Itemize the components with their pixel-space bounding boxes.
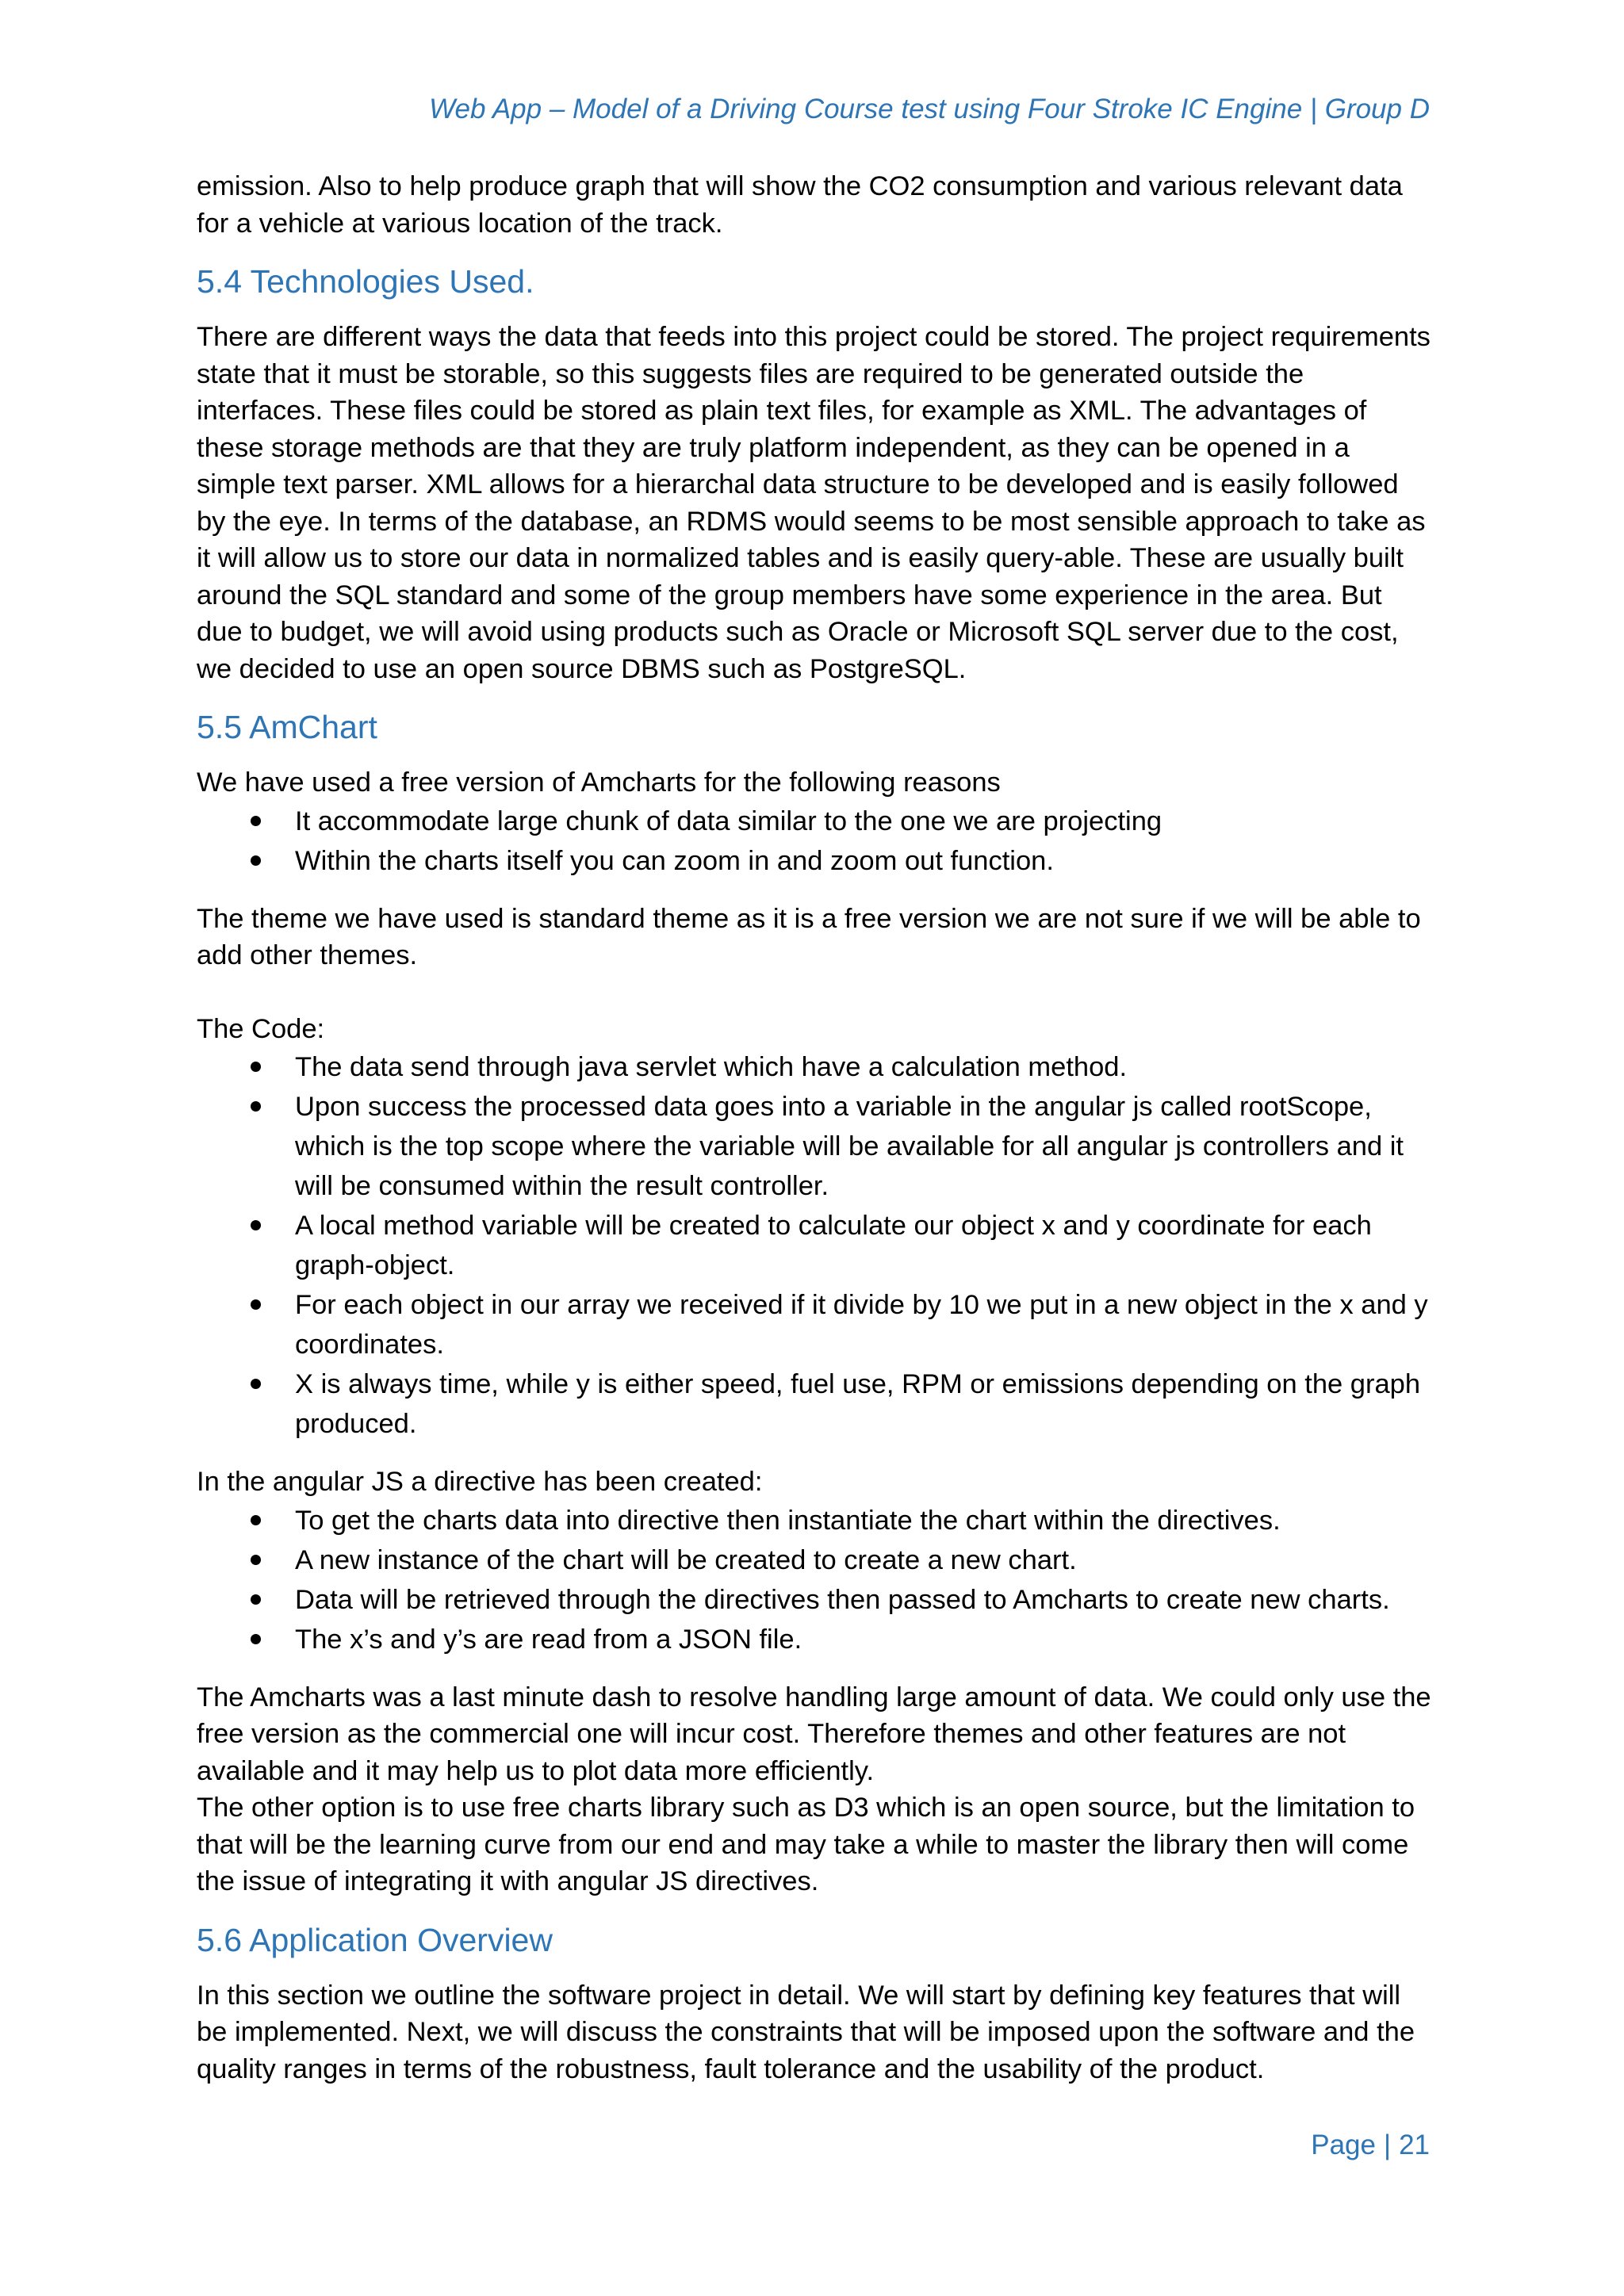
amcharts-closing-paragraph-2: The other option is to use free charts library such as D3 which is an open source, but the limitation to that will be the learning curve from our end and may take a while to master the library then will come the issue of integrating it with angular JS directives. (197, 1793, 1415, 1896)
code-intro: The Code: (197, 1013, 325, 1044)
list-item: A local method variable will be created to calculate our object x and y coordinate for each graph-object. (197, 1206, 1434, 1285)
list-item: The x’s and y’s are read from a JSON file. (197, 1620, 1434, 1659)
amchart-reasons-list (197, 802, 1434, 881)
list-item: X is always time, while y is either speed, fuel use, RPM or emissions depending on the graph produced. (197, 1364, 1434, 1444)
code-list (197, 1047, 1434, 1444)
application-overview-paragraph: In this section we outline the software project in detail. We will start by defining key features that will be implemented. Next, we will discuss the constraints that will be imposed upon the software and the quality ranges in terms of the robustness, fault tolerance and the usability of the product. (197, 1980, 1415, 2084)
list-item: Data will be retrieved through the directives then passed to Amcharts to create new charts. (197, 1580, 1434, 1620)
list-item: The data send through java servlet which have a calculation method. (197, 1047, 1434, 1087)
directive-list (197, 1501, 1434, 1659)
list-item: A new instance of the chart will be created to create a new chart. (197, 1540, 1434, 1580)
list-item: It accommodate large chunk of data similar to the one we are projecting (197, 802, 1434, 841)
list-item: For each object in our array we received if it divide by 10 we put in a new object in the x and y coordinates. (197, 1285, 1434, 1364)
technologies-paragraph: There are different ways the data that feeds into this project could be stored. The project requirements state that it must be storable, so this suggests files are required to be generated outside the interfaces. These files could be stored as plain text files, for example as XML. The advantages of these storage methods are that they are truly platform independent, as they can be opened in a simple text parser. XML allows for a hierarchal data structure to be developed and is easily followed by the eye. In terms of the database, an RDMS would seems to be most sensible approach to take as it will allow us to store our data in normalized tables and is easily query-able. These are usually built around the SQL standard and some of the group members have some experience in the area. But due to budget, we will avoid using products such as Oracle or Microsoft SQL server due to the cost, we decided to use an open source DBMS such as PostgreSQL. (197, 322, 1431, 684)
section-heading-5-4: 5.4 Technologies Used. (197, 263, 534, 300)
intro-paragraph: emission. Also to help produce graph that will show the CO2 consumption and various relevant data for a vehicle at various location of the track. (197, 171, 1403, 239)
section-heading-5-6: 5.6 Application Overview (197, 1921, 553, 1958)
page-label: Page (1311, 2130, 1376, 2160)
page-footer (1311, 2130, 1430, 2161)
running-header: Web App – Model of a Driving Course test using Four Stroke IC Engine | Group D (429, 94, 1430, 124)
page-separator: | (1383, 2130, 1392, 2160)
list-item: Upon success the processed data goes into a variable in the angular js called rootScope, which is the top scope where the variable will be available for all angular js controllers and it will be consumed within the result controller. (197, 1087, 1434, 1206)
page-number: 21 (1399, 2130, 1430, 2160)
section-heading-5-5: 5.5 AmChart (197, 709, 377, 745)
directive-intro: In the angular JS a directive has been created: (197, 1467, 763, 1497)
list-item: To get the charts data into directive then instantiate the chart within the directives. (197, 1501, 1434, 1540)
amchart-reasons-intro: We have used a free version of Amcharts for the following reasons (197, 767, 1001, 798)
theme-paragraph: The theme we have used is standard theme as it is a free version we are not sure if we will be able to add other themes. (197, 903, 1421, 970)
list-item: Within the charts itself you can zoom in and zoom out function. (197, 841, 1434, 881)
amcharts-closing-paragraph-1: The Amcharts was a last minute dash to resolve handling large amount of data. We could only use the free version as the commercial one will incur cost. Therefore themes and other features are not available and it may help us to plot data more efficiently. (197, 1682, 1431, 1786)
page-body (197, 168, 1434, 2107)
